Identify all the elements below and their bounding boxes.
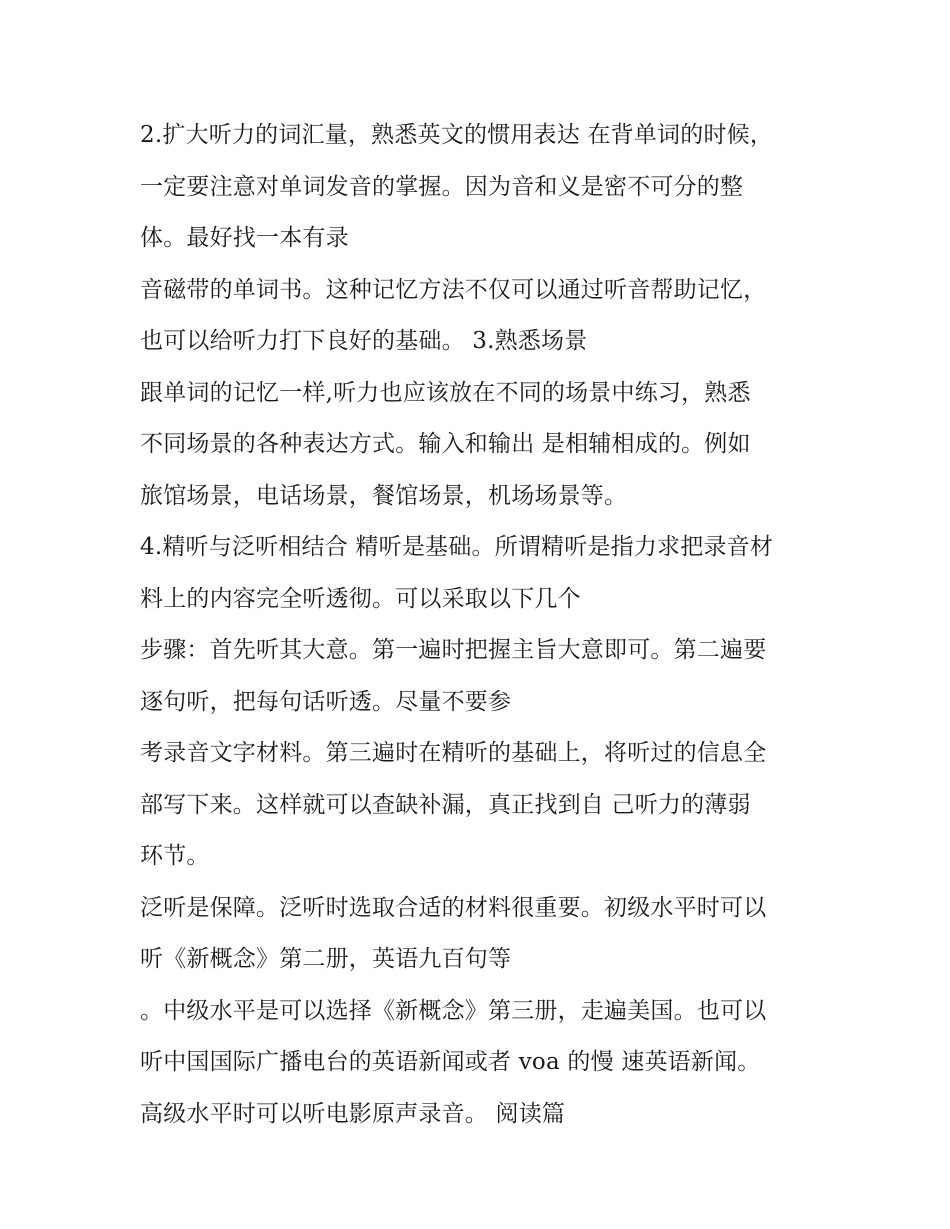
text-line: 逐句听，把每句话听透。尽量不要参 bbox=[140, 688, 512, 715]
text-line: 音磁带的单词书。这种记忆方法不仅可以通过听音帮助记忆， bbox=[140, 276, 767, 303]
text-line: 听中国国际广播电台的英语新闻或者 voa 的慢 速英语新闻。 bbox=[140, 1049, 761, 1075]
text-line: 考录音文字材料。第三遍时在精听的基础上，将听过的信息全 bbox=[140, 740, 767, 766]
body-text bbox=[140, 110, 830, 1140]
text-line: 部写下来。这样就可以查缺补漏，真正找到自 己听力的薄弱 bbox=[140, 791, 751, 818]
text-line: 2.扩大听力的词汇量，熟悉英文的惯用表达 在背单词的时候， bbox=[140, 122, 774, 148]
text-line: 不同场景的各种表达方式。输入和输出 是相辅相成的。例如 bbox=[140, 431, 751, 457]
text-line: 跟单词的记忆一样,听力也应该放在不同的场景中练习，熟悉 bbox=[140, 379, 751, 406]
text-line: 体。最好找一本有录 bbox=[140, 225, 349, 251]
text-line: 也可以给听力打下良好的基础。 3.熟悉场景 bbox=[140, 328, 588, 354]
text-line: 高级水平时可以听电影原声录音。 阅读篇 bbox=[140, 1100, 566, 1127]
text-line: 一定要注意对单词发音的掌握。因为音和义是密不可分的整 bbox=[140, 173, 744, 200]
text-line: 听《新概念》第二册，英语九百句等 bbox=[140, 946, 512, 972]
text-line: 步骤：首先听其大意。第一遍时把握主旨大意即可。第二遍要 bbox=[140, 637, 767, 663]
text-line: 料上的内容完全听透彻。可以采取以下几个 bbox=[140, 585, 581, 612]
text-line: 旅馆场景，电话场景，餐馆场景，机场场景等。 bbox=[140, 482, 628, 509]
text-line: 泛听是保障。泛听时选取合适的材料很重要。初级水平时可以 bbox=[140, 894, 767, 921]
text-line: 。中级水平是可以选择《新概念》第三册，走遍美国。也可以 bbox=[140, 997, 767, 1024]
text-line: 环节。 bbox=[140, 843, 210, 869]
text-line: 4.精听与泛听相结合 精听是基础。所谓精听是指力求把录音材 bbox=[140, 534, 774, 560]
